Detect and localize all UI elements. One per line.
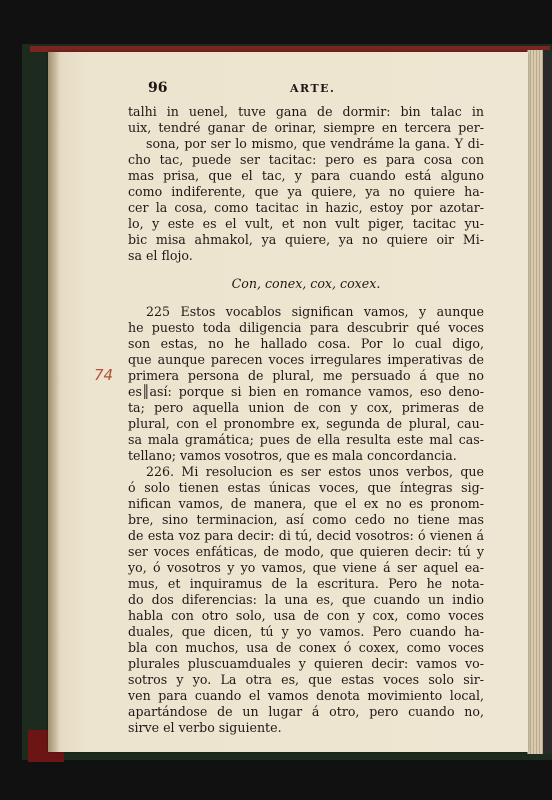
text-line: apartándose de un lugar á otro, pero cuando no,	[128, 704, 484, 719]
text-line: ó solo tienen estas únicas voces, que íntegras sig-	[128, 480, 484, 495]
body-text	[128, 104, 484, 736]
text-line: ven para cuando el vamos denota movimiento local,	[128, 688, 484, 703]
running-head: ARTE.	[290, 82, 336, 95]
text-line: como indiferente, que ya quiere, ya no quiere ha-	[128, 184, 484, 199]
text-line: es║así: porque si bien en romance vamos, eso deno-	[128, 384, 484, 399]
text-line: ser voces enfáticas, de modo, que quieren decir: tú y	[128, 544, 484, 559]
text-line: duales, que dicen, tú y yo vamos. Pero cuando ha-	[128, 624, 484, 639]
text-line: que aunque parecen voces irregulares imperativas de	[128, 352, 484, 367]
margin-note: 74	[94, 366, 114, 384]
text-line: cho tac, puede ser tacitac: pero es para cosa con	[128, 152, 484, 167]
text-line: yo, ó vosotros y yo vamos, que viene á ser aquel ea-	[128, 560, 484, 575]
text-line: 226. Mi resolucion es ser estos unos verbos, que	[146, 464, 484, 479]
text-line: bic misa ahmakol, ya quiere, ya no quiere oir Mi-	[128, 232, 484, 247]
text-line: de esta voz para decir: di tú, decid vosotros: ó vienen á	[128, 528, 484, 543]
text-line: plurales pluscuamduales y quieren decir: vamos vo-	[128, 656, 484, 671]
section-heading: Con, conex, cox, coxex.	[231, 276, 381, 291]
text-line: habla con otro solo, usa de con y cox, como voces	[128, 608, 484, 623]
text-line: sa mala gramática; pues de ella resulta este mal cas-	[128, 432, 484, 447]
page-header	[148, 80, 508, 100]
stack-shadow	[543, 50, 552, 754]
text-line: son estas, no he hallado cosa. Por lo cual digo,	[128, 336, 484, 351]
text-line: sa el flojo.	[128, 248, 193, 263]
gutter-shadow	[48, 52, 60, 752]
text-line: lo, y este es el vult, et non vult piger, tacitac yu-	[128, 216, 484, 231]
text-line: 225 Estos vocablos significan vamos, y aunque	[146, 304, 484, 319]
text-line: do dos diferencias: la una es, que cuando un indio	[128, 592, 484, 607]
text-line: cer la cosa, como tacitac in hazic, estoy por azotar-	[128, 200, 484, 215]
text-line: talhi in uenel, tuve gana de dormir: bin talac in	[128, 104, 484, 119]
spacer	[128, 292, 484, 304]
text-line: mus, et inquiramus de la escritura. Pero he nota-	[128, 576, 484, 591]
text-line: sirve el verbo siguiente.	[128, 720, 282, 735]
text-line: sona, por ser lo mismo, que vendráme la gana. Y di-	[146, 136, 484, 151]
text-line: bla con muchos, usa de conex ó coxex, como voces	[128, 640, 484, 655]
text-line: ta; pero aquella union de con y cox, primeras de	[128, 400, 484, 415]
text-line: tellano; vamos vosotros, que es mala concordancia.	[128, 448, 457, 463]
text-line: he puesto toda diligencia para descubrir qué voces	[128, 320, 484, 335]
text-line: sotros y yo. La otra es, que estas voces solo sir-	[128, 672, 484, 687]
text-line: primera persona de plural, me persuado á que no	[128, 368, 484, 383]
page-number: 96	[148, 80, 168, 96]
spacer	[128, 264, 484, 276]
text-line: uix, tendré ganar de orinar, siempre en tercera per-	[128, 120, 484, 135]
text-line: plural, con el pronombre ex, segunda de plural, cau-	[128, 416, 484, 431]
text-line: nifican vamos, de manera, que el ex no es pronom-	[128, 496, 484, 511]
text-line: mas prisa, que el tac, y para cuando está alguno	[128, 168, 484, 183]
text-line: bre, sino terminacion, así como cedo no tiene mas	[128, 512, 484, 527]
